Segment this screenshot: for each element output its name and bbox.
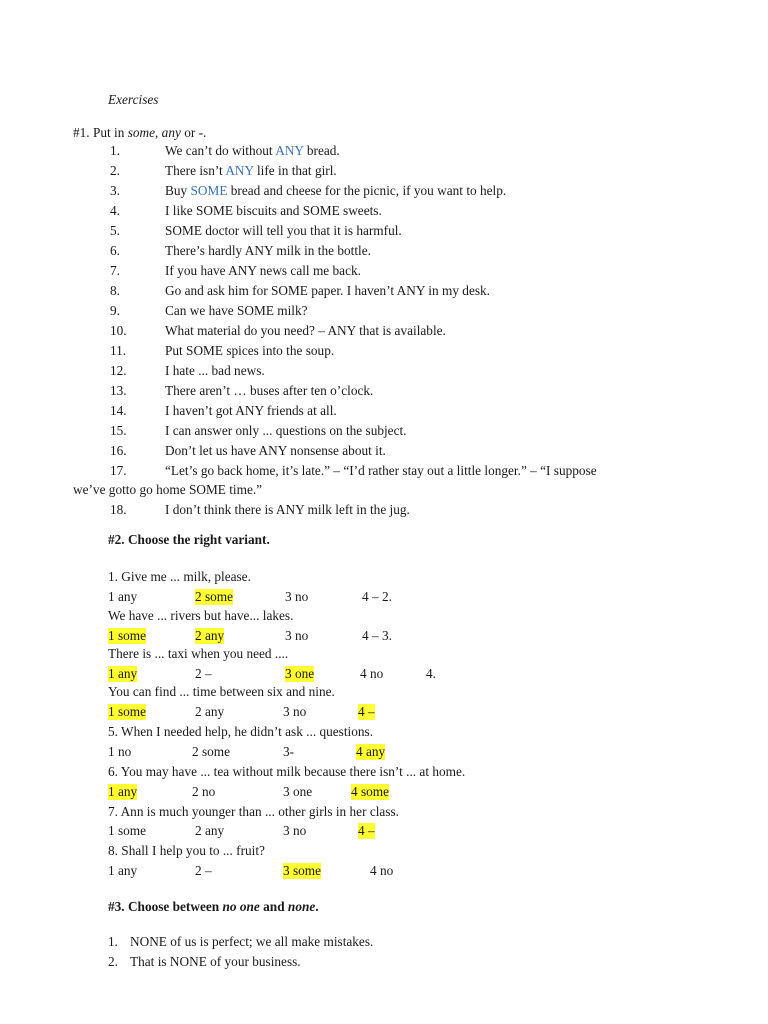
ex1-item-number: 1. [110,143,120,158]
exercise-2-title: #2. Choose the right variant. [108,532,270,547]
ex1-item-number: 12. [110,363,127,378]
ex2-option-highlighted: 1 some [108,704,147,719]
ex2-question: You can find ... time between six and nine. [108,684,335,699]
ex2-option-highlighted: 3 some [283,863,322,878]
ex2-question: 8. Shall I help you to ... fruit? [108,843,265,858]
ex3-item-number: 2. [108,954,118,969]
ex2-question: 1. Give me ... milk, please. [108,569,251,584]
ex2-option: 1 some [108,823,147,838]
exercise-1-title: #1. Put in some, any or -. [73,125,207,140]
ex2-option-highlighted: 4 any [356,744,386,759]
ex1-item-number: 9. [110,303,120,318]
exercise-3-title: #3. Choose between no one and none. [108,899,319,914]
ex1-item-text: I haven’t got ANY friends at all. [165,403,337,418]
ex1-item-number: 10. [110,323,127,338]
ex2-option: 4. [426,666,436,681]
ex2-option: 2 – [195,666,212,681]
ex1-item-number: 5. [110,223,120,238]
ex1-item-text: I can answer only ... questions on the subject. [165,423,407,438]
ex2-question: 5. When I needed help, he didn’t ask ... questions. [108,724,374,739]
ex2-option: 4 – 3. [362,628,392,643]
ex1-item-text: Buy SOME bread and cheese for the picnic, if you want to help. [165,183,507,198]
ex1-item-text: There’s hardly ANY milk in the bottle. [165,243,371,258]
ex2-option: 4 – 2. [362,589,392,604]
ex2-option-highlighted: 2 any [195,628,225,643]
ex2-option-highlighted: 3 one [285,666,315,681]
ex1-item-text: I like SOME biscuits and SOME sweets. [165,203,382,218]
ex1-item-text: Don’t let us have ANY nonsense about it. [165,443,386,458]
ex2-question: There is ... taxi when you need .... [108,646,289,661]
ex2-option-highlighted: 4 – [358,823,375,838]
ex2-option: 3 no [283,704,307,719]
ex1-item-text: “Let’s go back home, it’s late.” – “I’d rather stay out a little longer.” – “I suppose [165,463,597,478]
ex1-item-text: If you have ANY news call me back. [165,263,361,278]
ex2-option: 3 no [285,589,309,604]
ex2-option: 3 no [283,823,307,838]
ex1-item-number: 16. [110,443,127,458]
ex1-item-text: Go and ask him for SOME paper. I haven’t ANY in my desk. [165,283,490,298]
ex1-item-text: There isn’t ANY life in that girl. [165,163,337,178]
ex2-option: 4 no [370,863,394,878]
ex3-item-text: That is NONE of your business. [130,954,301,969]
ex1-item-number: 15. [110,423,127,438]
ex1-item-text: What material do you need? – ANY that is available. [165,323,446,338]
ex2-option-highlighted: 4 – [358,704,375,719]
ex2-option: 3 no [285,628,309,643]
ex1-item-number: 2. [110,163,120,178]
ex1-item-number: 14. [110,403,127,418]
ex1-item-number: 18. [110,502,127,517]
ex1-item-text: Can we have SOME milk? [165,303,308,318]
ex1-item-number: 13. [110,383,127,398]
ex1-item-text: I don’t think there is ANY milk left in the jug. [165,502,410,517]
ex1-item-text: I hate ... bad news. [165,363,265,378]
exercises-heading: Exercises [108,92,159,107]
ex2-option: 1 no [108,744,132,759]
ex2-option: 1 any [108,589,138,604]
ex2-option: 2 no [192,784,216,799]
ex2-option-highlighted: 1 some [108,628,147,643]
ex1-item-text: There aren’t … buses after ten o’clock. [165,383,374,398]
ex2-option: 2 – [195,863,212,878]
ex2-option: 4 no [360,666,384,681]
ex2-option-highlighted: 1 any [108,666,138,681]
ex1-item-text: SOME doctor will tell you that it is harmful. [165,223,402,238]
ex1-item-number: 4. [110,203,120,218]
ex1-item-number: 3. [110,183,120,198]
ex2-option-highlighted: 2 some [195,589,234,604]
ex1-item-text: Put SOME spices into the soup. [165,343,335,358]
ex2-option: 3- [283,744,295,759]
ex2-question: We have ... rivers but have... lakes. [108,608,294,623]
ex1-item-text: We can’t do without ANY bread. [165,143,340,158]
ex2-option-highlighted: 4 some [351,784,390,799]
ex1-item-text-continuation: we’ve gotto go home SOME time.” [73,482,263,497]
ex1-item-number: 17. [110,463,127,478]
ex3-item-number: 1. [108,934,118,949]
ex2-option: 3 one [283,784,313,799]
ex2-option-highlighted: 1 any [108,784,138,799]
ex2-option: 2 any [195,823,225,838]
ex1-item-number: 8. [110,283,120,298]
ex2-question: 6. You may have ... tea without milk because there isn’t ... at home. [108,764,466,779]
ex3-item-text: NONE of us is perfect; we all make mistakes. [130,934,374,949]
ex1-item-number: 7. [110,263,120,278]
ex1-item-number: 11. [110,343,127,358]
ex1-item-number: 6. [110,243,120,258]
ex2-option: 2 any [195,704,225,719]
ex2-question: 7. Ann is much younger than ... other girls in her class. [108,804,400,819]
ex2-option: 1 any [108,863,138,878]
ex2-option: 2 some [192,744,231,759]
